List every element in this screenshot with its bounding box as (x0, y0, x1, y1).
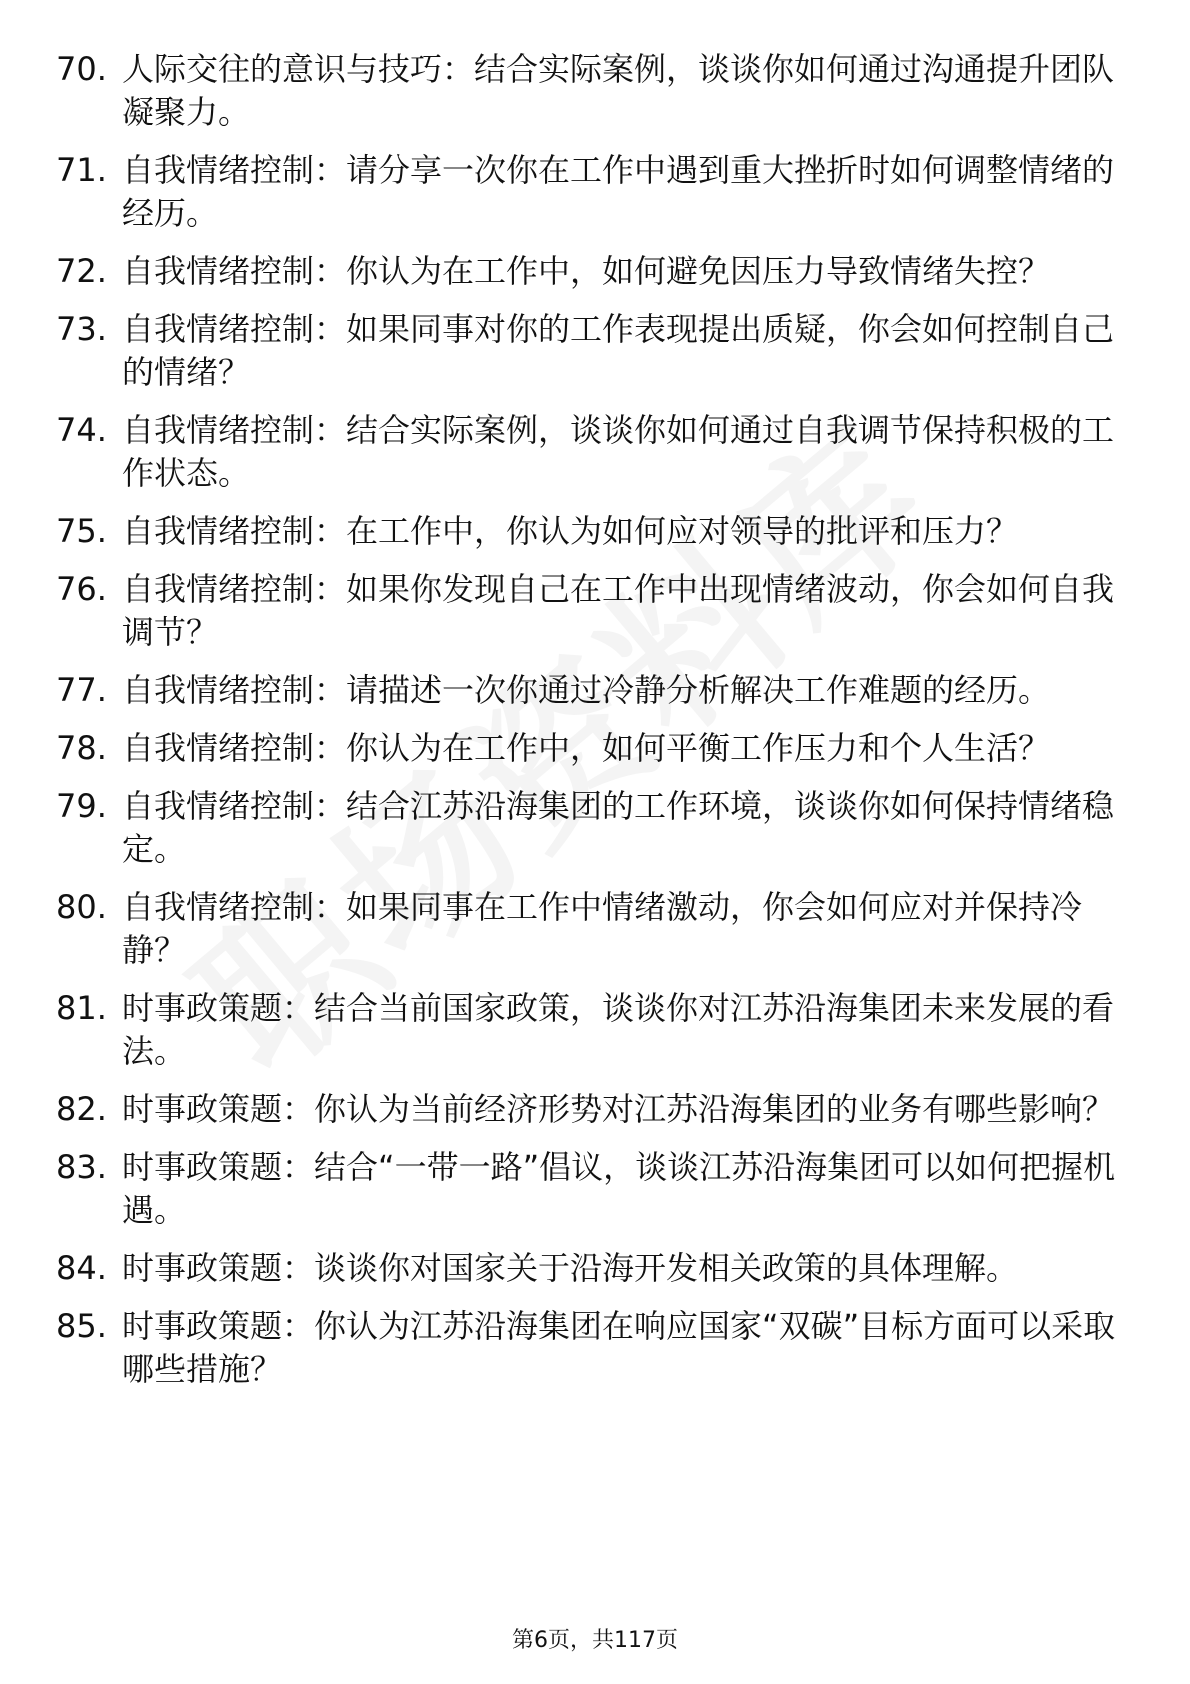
question-text: 自我情绪控制：请分享一次你在工作中遇到重大挫折时如何调整情绪的经历。 (122, 151, 1115, 232)
page-number-text: 第6页，共117页 (512, 1628, 678, 1653)
question-text: 时事政策题：结合“一带一路”倡议，谈谈江苏沿海集团可以如何把握机遇。 (122, 1148, 1116, 1229)
question-item (56, 308, 1126, 394)
question-text: 时事政策题：结合当前国家政策，谈谈你对江苏沿海集团未来发展的看法。 (122, 989, 1115, 1070)
question-number: 77. (56, 671, 107, 709)
question-number: 75. (56, 512, 107, 550)
question-item (56, 149, 1126, 235)
question-text: 自我情绪控制：如果你发现自己在工作中出现情绪波动，你会如何自我调节？ (122, 570, 1115, 651)
question-number: 84. (56, 1249, 107, 1287)
question-item (56, 727, 1126, 770)
question-item (56, 669, 1126, 712)
question-text: 自我情绪控制：如果同事在工作中情绪激动，你会如何应对并保持冷静？ (122, 888, 1083, 969)
question-number: 73. (56, 310, 107, 348)
question-text: 自我情绪控制：结合江苏沿海集团的工作环境，谈谈你如何保持情绪稳定。 (122, 787, 1115, 868)
question-item (56, 568, 1126, 654)
question-item (56, 48, 1126, 134)
page-footer (0, 1626, 1190, 1656)
question-item (56, 1247, 1126, 1290)
question-item (56, 785, 1126, 871)
question-text: 时事政策题：你认为江苏沿海集团在响应国家“双碳”目标方面可以采取哪些措施？ (122, 1307, 1116, 1388)
question-number: 78. (56, 729, 107, 767)
question-number: 79. (56, 787, 107, 825)
question-number: 83. (56, 1148, 107, 1186)
question-list (56, 48, 1126, 1406)
question-item (56, 250, 1126, 293)
question-number: 81. (56, 989, 107, 1027)
question-item (56, 1088, 1126, 1131)
question-text: 自我情绪控制：结合实际案例，谈谈你如何通过自我调节保持积极的工作状态。 (122, 411, 1115, 492)
question-number: 85. (56, 1307, 107, 1345)
question-text: 人际交往的意识与技巧：结合实际案例，谈谈你如何通过沟通提升团队凝聚力。 (122, 50, 1115, 131)
question-item (56, 510, 1126, 553)
question-number: 74. (56, 411, 107, 449)
question-item (56, 1146, 1126, 1232)
question-text: 自我情绪控制：在工作中，你认为如何应对领导的批评和压力？ (122, 512, 1019, 550)
question-text: 自我情绪控制：请描述一次你通过冷静分析解决工作难题的经历。 (122, 671, 1051, 709)
question-number: 80. (56, 888, 107, 926)
question-item (56, 409, 1126, 495)
question-text: 时事政策题：谈谈你对国家关于沿海开发相关政策的具体理解。 (122, 1249, 1019, 1287)
question-text: 时事政策题：你认为当前经济形势对江苏沿海集团的业务有哪些影响？ (122, 1090, 1115, 1128)
question-item (56, 987, 1126, 1073)
question-item (56, 1305, 1126, 1391)
question-text: 自我情绪控制：你认为在工作中，如何避免因压力导致情绪失控？ (122, 252, 1051, 290)
question-number: 72. (56, 252, 107, 290)
question-number: 82. (56, 1090, 107, 1128)
question-number: 71. (56, 151, 107, 189)
question-item (56, 886, 1126, 972)
question-text: 自我情绪控制：如果同事对你的工作表现提出质疑，你会如何控制自己的情绪？ (122, 310, 1115, 391)
question-number: 76. (56, 570, 107, 608)
question-number: 70. (56, 50, 107, 88)
question-text: 自我情绪控制：你认为在工作中，如何平衡工作压力和个人生活？ (122, 729, 1051, 767)
